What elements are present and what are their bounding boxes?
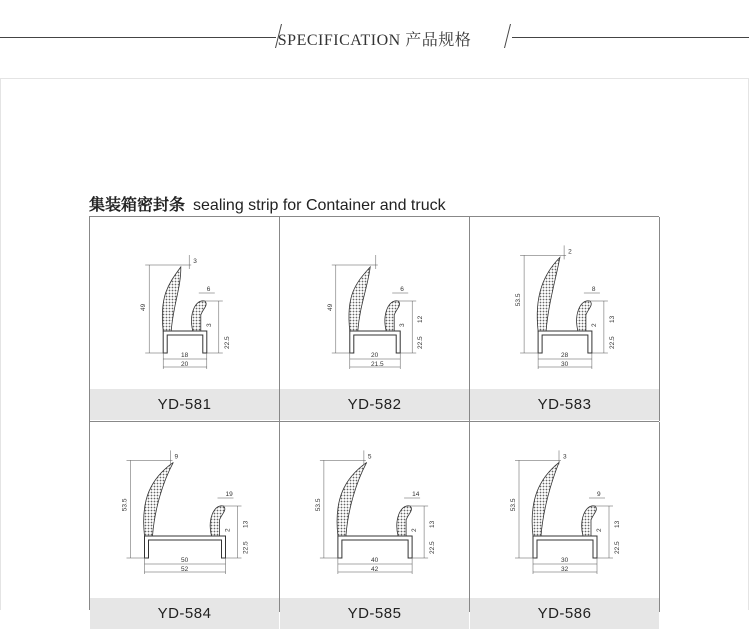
seal-profile-drawing [90,217,279,392]
dim-right-b-label: 22.5 [223,336,231,349]
dim-top-label: 3 [563,453,567,461]
dim-right-b-label: 22.5 [608,336,616,349]
dim-bottom-inner-label: 30 [561,557,569,564]
dim-bottom-inner-label: 40 [371,557,379,564]
dim-right-top-label: 13 [614,520,621,528]
dim-right-a-label: 3 [399,323,407,327]
product-grid [89,216,659,622]
dim-bottom-inner-label: 20 [371,352,379,359]
dim-mid-label: 14 [412,491,420,498]
dim-height-label: 53.5 [515,293,523,307]
dim-mid-label: 8 [591,286,596,293]
dim-bottom-outer-label: 32 [561,566,569,573]
dim-right-b-label: 22.5 [429,541,437,554]
dim-right-b-label: 22.5 [417,336,425,349]
dim-right-a-label: 2 [224,528,232,532]
dim-right-a-label: 2 [590,323,598,327]
dim-mid-label: 19 [225,491,233,498]
seal-profile-shape [337,462,412,558]
heading-english: sealing strip for Container and truck [193,197,446,214]
dim-bottom-outer-label: 52 [181,566,189,573]
seal-profile-drawing [280,217,469,392]
dimension-lines [520,245,608,369]
banner-rule-right [512,37,749,38]
dim-top-label: 3 [193,258,197,265]
model-caption: YD-586 [470,598,659,629]
seal-profile-shape [532,462,597,558]
dim-right-b-label: 22.5 [242,541,250,554]
dim-bottom-inner-label: 18 [181,352,189,359]
seal-profile-shape [537,257,592,353]
product-cell-yd-581 [90,217,280,421]
product-cell-yd-582 [280,217,470,421]
product-cell-yd-583 [470,217,660,421]
dim-top-label: 2 [568,248,572,256]
dim-height-label: 53.5 [314,498,322,512]
dim-height-label: 53.5 [121,498,129,512]
seal-profile-shape [162,267,206,353]
model-caption: YD-581 [90,389,279,420]
dim-bottom-outer-label: 20 [181,361,189,368]
spec-banner [0,0,749,78]
dimension-lines [515,450,613,574]
dim-right-top-label: 13 [429,520,437,528]
dim-bottom-inner-label: 28 [561,352,569,359]
dim-right-a-label: 2 [596,528,603,532]
dim-right-top-label: 12 [417,315,425,323]
seal-profile-drawing [470,422,659,597]
model-caption: YD-585 [280,598,469,629]
model-caption: YD-583 [470,389,659,420]
seal-profile-drawing [90,422,279,597]
dim-bottom-outer-label: 21.5 [371,361,384,368]
dim-right-a-label: 2 [411,528,419,532]
dim-height-label: 49 [140,303,148,311]
dim-top-label: 5 [367,453,372,461]
section-heading [89,192,446,215]
dim-right-top-label: 13 [242,520,250,528]
dim-height-label: 49 [326,303,334,311]
model-caption: YD-582 [280,389,469,420]
dim-right-a-label: 3 [205,323,213,327]
dim-mid-label: 9 [597,491,601,498]
dim-top-label: 9 [174,453,179,461]
dim-height-label: 53.5 [510,498,517,512]
heading-chinese: 集装箱密封条 [89,195,186,214]
model-caption: YD-584 [90,598,279,629]
banner-title: SPECIFICATION 产品规格 [277,32,472,49]
dim-bottom-inner-label: 50 [181,557,189,564]
seal-profile-drawing [470,217,659,392]
seal-profile-drawing [280,422,469,597]
seal-profile-shape [144,462,226,558]
product-cell-yd-585 [280,422,470,622]
product-cell-yd-584 [90,422,280,622]
dim-bottom-outer-label: 42 [371,566,379,573]
seal-profile-shape [349,267,400,353]
dim-bottom-outer-label: 30 [561,361,569,368]
product-cell-yd-586 [470,422,660,622]
dim-mid-label: 6 [206,286,211,293]
dim-right-top-label: 13 [608,315,616,323]
dim-mid-label: 6 [400,286,404,293]
dim-right-b-label: 22.5 [614,541,621,554]
